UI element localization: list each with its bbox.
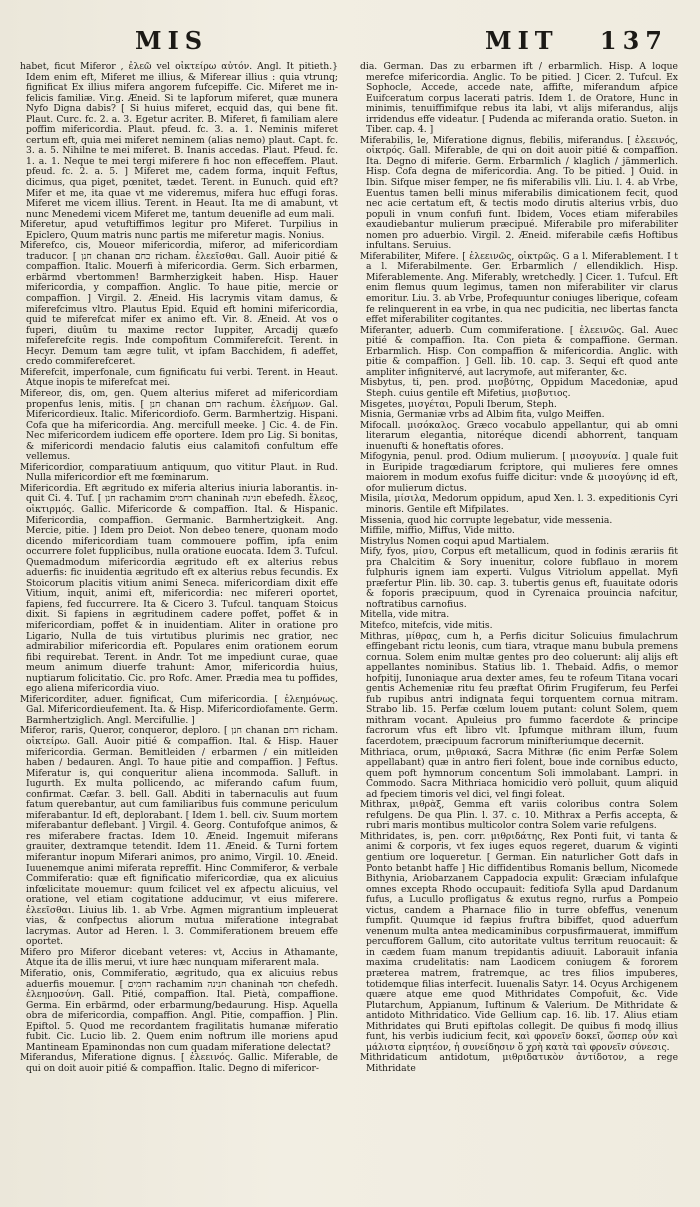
dictionary-entry-footer: Mithridaticum antidotum, μιθριδατικὸν ἀντίδοτον, a rege Mithridate	[360, 1052, 678, 1074]
dictionary-entry: Miferefco, cis, Moueor mifericordia, miferor, ad mifericordiam traducor. [ חנן chanan כחם richam. ἐλεεῖσθαι. Gall. Auoir pitié & compaffion. Italic. Mouerfi à mifericordia. Germ. Sich erbarmen, erbärmd vbertommen! Barmherzigkeit haben. Hisp. Hauer mifericordia, y compaffion. Anglic. To haue pitie, mercie or compaffion. ] Virgil. 2. Æneid. His lacrymis vitam damus, & miferefcimus vltro. Plautus Epid. Equid eft homini mifericordia, quid te miferefcat mifer ex animo eft. Vir. 8. Æneid. At vos o fuperi, diuûm tu maxime rector Iuppiter, Arcadij quæfo mifeferefcite regis. Inde compofitum Commiferefcit. Terent. in Hecyr. Demum tam ægre tulit, vt ipfam Bacchidem, fi adeffet, credo commiferefceret.	[20, 240, 338, 368]
dictionary-entry: Missenia, quod hic corrupte legebatur, vide messenia.	[360, 514, 613, 526]
dictionary-entry: Mifogynia, penul. prod. Odium mulierum. [ μισογυνία. ] quale fuit in Euripide tragœdiarum fcriptore, qui mulieres fere omnes maiorem in modum exofus fuiffe dicitur: vnde & μισογύνης id eft, ofor mulierum dictus.	[360, 451, 678, 494]
dictionary-entry: Misnia, Germaniæ vrbs ad Albim fita, vulgo Meiffen.	[360, 409, 605, 421]
dictionary-entry: Miferetur, apud vetuftiffimos legitur pro Miferet. Turpilius in Epiclero, Quum matris nunc partis me miferetur magis. Nonius.	[20, 219, 338, 241]
dictionary-entry: Mifocall. μισόκαλος. Græco vocabulo appellantur, qui ab omni literarum elegantia, nitoréque dicendi abhorrent, tanquam inuenufti & honeftatis ofores.	[360, 419, 678, 452]
right-column	[360, 62, 678, 1075]
running-head-right: MIT	[485, 26, 559, 55]
dictionary-entry: Miferor, raris, Queror, conqueror, deploro. [ חנן chanan רחם richam. οἰκτείρω. Gall. Auoir pitié & compaffion. Ital. & Hisp. Hauer mifericordia. German. Bemitleiden / erbarmen / ein mitleiden haben / bedauren. Angl. To haue pitie and compaffion. ] Feftus. Miferatur is, qui conqueritur aliena incommoda. Salluft. in Iugurth. Ex multa pollicendo, ac miferando cafum fuum, confirmat. Cæfar. 3. bell. Gall. Abditi in tabernaculis aut fuum fatum querebantur, aut cum familiaribus fuis commune periculum miferabantur. Id eft, deplorabant. [ Idem 1. bell. civ. Suum mortem miferabantur deflebant. ] Virgil. 4. Georg. Contufofque animos, & res miferabere fractas. Idem 10. Æneid. Ingemuit miferans grauiter, dextramque tetendit. Idem 11. Æneid. & Turni fortem miferantur inopum Miferari animos, pro animo, Virgil. 10. Æneid. Iuuenemque animi miferata repreffit. Hinc Commiferor, & verbale Commiferatio: quæ eft fignificatio mifericordiæ, qua ex alicuius infœlicitate mouemur: quum fcilicet vel ex afpectu alicuius, vel oratione, vel etiam cogitatione adducimur, vt eius miferere. ἐλεεῖσθαι. Liuius lib. 1. ab Vrbe. Agmen migrantium impleuerat vias, & confpectus aliorum mutua miferatione integrabat lacrymas. Autor ad Heren. l. 3. Commiferationem breuem effe oportet.	[20, 725, 338, 948]
dictionary-entry: Mifero pro Miferor dicebant veteres: vt, Accius in Athamante, Atque ita de illis merui, vt iure hæc nunquam miferarent mala.	[20, 946, 338, 969]
running-head-left: MIS	[135, 26, 209, 55]
dictionary-entry: Miferatio, onis, Commiferatio, ægritudo, qua ex alicuius rebus aduerfis mouemur. [ רחמים rachamim חנינה chaninah חסד chefedh. ἐλεημοσύνη. Gall. Pitié, compaffion. Ital. Pietà, compaffione. Germa. Ein erbärmd, oder erbarmung/bedaurung. Hisp. Aquella obra de mifericordia, compaffion. Angl. Pitie, compaffion. ] Plin. Epiftol. 5. Quod me recordantem fragilitatis humanæ miferatio fubit. Cic. Lucio lib. 2. Quem enim noftrum ille moriens apud Mantineam Epaminondas non cum quadam miferatione delectat?	[20, 968, 338, 1053]
dictionary-entry: habet, ficut Miferor , ἐλεῶ vel οἰκτείρω αὐτόν. Angl. It pitieth.} Idem enim eft, Miferet me illius, & Miferear illius : quia vtrunq; fignificat Ex illius mifera angorem fufcepiffe. Cic. Miferet me in-felicis familiæ. Vir.g. Æneid. Si te lapforum miferet, quæ munera Nyfo Digna dabis? [ Si huius miferet, ecquid das, qui bene fit. Plaut. Curc. fc. 2. a. 3. Egetur acriter. B. Miferet, fi familiam alere poffim mifericordia. Plaut. pfeud. fc. 3. a. 1. Neminis miferet certum eft, quia mei miferet neminem (alias nemo) plaut. Capt. fc. 3. a. 5. Nihilne te mei miferet. B. Inanis accedas. Plaut. Pfeud. fc. 1. a. 1. Neque te mei tergi miferere fi hoc non effeceffem. Plaut. pfeud. fc. 2. a. 5. ] Miferet me, cadem forma, inquit Feftus, dicimus, qua piget, pœnitet, tædet. Terent. in Eunuch. quid eft? Mifer et me, ita quae vt me videremus, mifera huc effugi foras. Miferet me vicem illius. Terent. in Heaut. Ita me di amabunt, vt nunc Menedemi vicem Miferet me, tantum deuenifle ad eum mali.	[20, 61, 338, 220]
dictionary-entry: Mitella, vide mitra.	[360, 609, 450, 621]
dictionary-entry: Mifericordior, comparatiuum antiquum, quo vititur Plaut. in Rud. Nulla mifericordior eft me fœminarum.	[20, 461, 338, 484]
dictionary-entry: Misila, μίσιλα, Medorum oppidum, apud Xen. l. 3. expeditionis Cyri minoris. Gentile eft Mifpilates.	[360, 493, 678, 515]
dictionary-entry: dia. German. Das zu erbarmen ift / erbarmlich. Hisp. A loque merefce mifericordia. Anglic. To be pitied. ] Cicer. 2. Tufcul. Ex Sophocle, Accede, accede nate, affifte, miferandum afpice Euifceratum corpus lacerati patris. Idem 1. de Oratore, Hunc in minimis, tenuiffimifque rebus ita labi, vt alijs miferandus, alijs irridendus effe videatur. [ Pudenda ac miferanda oratio. Sueton. in Tiber. cap. 4. ]	[360, 61, 678, 136]
dictionary-entry: Misbytus, ti, pen. prod. μισβύτης, Oppidum Macedoniæ, apud Steph. cuius gentile eft Mifetius, μισβυτιος.	[360, 377, 678, 399]
dictionary-entry: Mify, fyos, μίσυ, Corpus eft metallicum, quod in fodinis ærariis fit pra Chalcitim & Sory inuenitur, colore fubflauo in morem fulphuris ignem iam experti. Vulgus Vitriolum appellat. Myfi præfertur Plin. lib. 30. cap. 3. tubertis genus eft, fuauitate odoris & foporis præcipuum, quod in Cyrenaica prouincia nafcitur, noftratibus carnofius.	[360, 546, 678, 610]
dictionary-entry: Mithridates, is, pen. corr. μιθριδάτης, Rex Ponti fuit, vi tanta & animi & corporis, vt fex iuges equos regeret, duarum & viginti gentium ore loqueretur. [ German. Ein naturlicher Gott dafs in Ponto betanbt haffe ] Hic diffidentibus Romanis bellum, Nicomede Bithynia, Ariobarzanem Cappadocia expulit: Græciam infulafque omnes excepta Rhodo occupauit: feditiofa Sylla apud Dardanum fufus, a Lucullo profligatus & exutus regno, rurfus a Pompeio victus, candem a Pharnace filio in turre obfeffus, venenum fumpfit. Quumque id fæpius fruftra bibiffet, quod aduerfum venenum multa antea medicaminibus corpusfirmauerat, immiffum percufforem Gallum, cito autoritate vultus territum reuocauit: & in cædem fuam manum trepidantis adiuuit. Laborauit infania maxima crudelitatis: nam Laodicem coniugem & fororem præterea matrem, fratremque, ac tres filios impuberes, totidemque filias interfecit. Iuuenalis Satyr. 14. Ocyus Archigenem quære atque eme quod Mithridates Compofuit, &c. Vide Plutarchum, Appianum, Iuftinum & Valerium. De Mithridate & antidoto Mithridatico. Vide Gellium cap. 16. lib. 17. Alius etiam Mithridates qui Bruti epiftolas collegit. De quibus fi modo illius funt, his verbis iudicium fecit, καὶ φρονεῖν δοκεῖ, ὥσπερ οὖν καὶ μάλιστα εἰρητέον, ἡ συνείδησιν ὅ χρὴ κατὰ ταὶ φρονεῖν σύνεσις.	[360, 830, 678, 1053]
dictionary-entry: Miffile, miffio, Miffus, Vide mitto.	[360, 525, 515, 537]
dictionary-entry: Mithras, μίθρας, cum h, a Perfis dicitur Solicuius fimulachrum effingebant rictu leonis, cum tiara, vtraque manu bubula premens cornua. Solem enim multæ gentes pro deo coluerunt: alij alijs eft appellantes nominibus. Statius lib. 1. Thebaid. Adfis, o memor hofpitij, Iunoniaque arua dexter ames, feu te rofeum Titana vocari gentis Achemeniæ ritu feu præftat Ofirim Frugiferum, feu Perfei fub rupibus antri indignata fequi torquentem cornua mitram. Strabo lib. 15. Perfæ cœlum louem putant: colunt Solem, quem mithram vocant. Apuleius pro fummo facerdote & principe facrorum vfus eft libro vlt. Ipfumque mithram illum, fuum facerdotem, præcipuum facrorum minifteriumque decernit.	[360, 630, 678, 747]
page-number: 137	[599, 26, 668, 55]
dictionary-entry: Mitefco, mitefcis, vide mitis.	[360, 619, 493, 631]
dictionary-entry: Mifereor, dis, om, gen. Quem alterius miferet ad mifericordiam propenfus lenis, mitis. [ חנן chanan רחם rachum. ἐλεήμων. Gal. Mifericordieux. Italic. Mifericordiofo. Germ. Barmhertzig. Hispani. Cofa que ha mifericordia. Ang. mercifull meeke. ] Cic. 4. de Fin. Nec mifericordem iudicem effe oportere. Idem pro Lig. Si bonitas, & mifericordi mendacio falutis eius calamitofi confultum effe vellemus.	[20, 387, 338, 463]
columns	[20, 62, 680, 1075]
dictionary-entry: Miferandus, Miferatione dignus. [ ἐλεεινός. Gallic. Miferable, de qui on doit auoir pitié & compaffion. Italic. Degno di mifericor-	[20, 1052, 338, 1074]
dictionary-entry: Mistrylus Nomen coqui apud Martialem.	[360, 535, 550, 547]
dictionary-entry: Mithriaca, orum, μιθριακά, Sacra Mithræ (fic enim Perfæ Solem appellabant) quæ in antro fieri folent, boue inde cornibus educto, quem poft hymnorum concentum Soli immolabant. Lampri. in Commodo. Sacra Mithriaca homicidio verò polluit, quum aliquid ad fpeciem timoris vel dici, vel fingi foleat.	[360, 746, 678, 800]
dictionary-entry: Misgetes, μισγέται, Populi Iberum, Steph.	[360, 398, 557, 410]
dictionary-entry: Mithrax, μιθρὰξ, Gemma eft variis coloribus contra Solem refulgens. De qua Plin. l. 37. c. 10. Mithrax a Perfis accepta, & rubri maris montibus multicolor contra Solem varie refulgens.	[360, 799, 678, 832]
dictionary-entry: Mifericorditer, aduer. fignificat, Cum mifericordia. [ ἐλεημόνως. Gal. Mifericordieufement. Ita. & Hisp. Mifericordiofamente. Germ. Barmhertziglich. Angl. Mercifullie. ]	[20, 693, 338, 726]
dictionary-entry: Miferanter, aduerb. Cum commiferatione. [ ἐλεεινῶς. Gal. Auec pitié & compaffion. Ita. Con pieta & compaffione. German. Erbarmlich. Hisp. Con compaffion & mifericordia. Anglic. with pitie & compaffion. ] Gell. lib. 10. cap. 3. Sequi eft quod ante ampliter infignitervé, aut lacrymofe, aut miferanter, &c.	[360, 324, 678, 378]
left-column	[20, 62, 338, 1075]
dictionary-entry: Miferabiliter, Mifere. [ ἐλεεινῶς, οἰκτρῶς. G a l. Miferablement. I t a l. Miferabilmente. Ger. Erbarmlich / ellendiklich. Hisp. Miferablemente. Ang. Miferably, wretchedly. ] Cicer. 1. Tufcul. Eft enim flemus quum legimus, tamen non miferabiliter vir clarus emoritur. Liu. 3. ab Vrbe, Profequuntur coniuges liberique, cofeam fe relinquerent in ea vrbe, in qua nec pudicitia, nec libertas fancta effet miferabiliter cogitantes.	[360, 250, 678, 326]
page-header	[20, 22, 680, 62]
dictionary-entry: Mifericordia. Eft ægritudo ex miferia alterius iniuria laborantis. in-quit Ci. 4. Tuf. [ חנן rachamim רחמים chaninah חנינה ebefedh. ἔλεος, οἰκτιρμός. Gallic. Mifericorde & compaffion. Ital. & Hispanic. Mifericordia, compaffion. Germanic. Barmhertzigkeit. Ang. Mercie, pitie. ] Idem pro Deiot. Non debeo tenere, quonam modo dicendo mifericordiam tuam commouere poffim, ipfa enim occurrere folet fupplicibus, nulla oratione euocata. Idem 3. Tufcul. Quemadmodum mifericordia ægritudo eft ex alterius rebus aduerfis: fic inuidentia ægritudo eft ex alterius rebus fecundis. Ex Stoicorum placitis vitium animi Seneca. mifericordiam dixit effe Vitium, inquit, animi eft, mifericordia: nec mifereri oportet, fapiens, fed fuccurrere. Ita & Cicero 3. Tufcul. tanquam Stoicus dixit. Si fapiens in ægritudinem cadere poffet, poffet & in mifericordiam, poffet & in inuidentiam. Aliter in oratione pro Ligario, Nulla de tuis virtutibus plurimis nec gratior, nec admirabilior mifericordia eft. Populares enim orationem eorum fibi requirebat. Terent. in Andr. Tot me impediunt curae, quae meum animum diuerfe trahunt: Amor, mifericordia huius, nuptiarum folicitatio. Cic. pro Rofc. Amer. Prædia mea tu poffides, ego aliena mifericordia viuo.	[20, 482, 338, 695]
dictionary-entry: Miferefcit, imperfonale, cum fignificatu fui verbi. Terent. in Heaut. Atque inopis te miferefcat mei.	[20, 366, 338, 389]
dictionary-entry: Miferabilis, le, Miferatione dignus, flebilis, miferandus. [ ἐλεεινός, οἰκτρός. Gall. Miferable, de qui on doit auoir pitié & compaffion. Ita. Degno di miferie. Germ. Erbarmlich / klaglich / jämmerlich. Hisp. Cofa degna de mifericordia. Ang. To be pitied. ] Ouid. in Ibin. Sifque miser femper, ne fis miferabilis vlli. Liu. l. 4. ab Vrbe, Euentus tamen belli minus miferabilis dimicationem fecit, quod nec acie certatum eft, & tectis modo dirutis alterius vrbis, duo populi in vnum confufi funt. Ibidem, Voces etiam miferabiles exaudiebantur mulierum præcipué. Miferabile pro miferabiliter nomen pro aduerbio. Virgil. 2. Æneid. miferabile cæfis Hoftibus infultans. Seruius.	[360, 134, 678, 252]
